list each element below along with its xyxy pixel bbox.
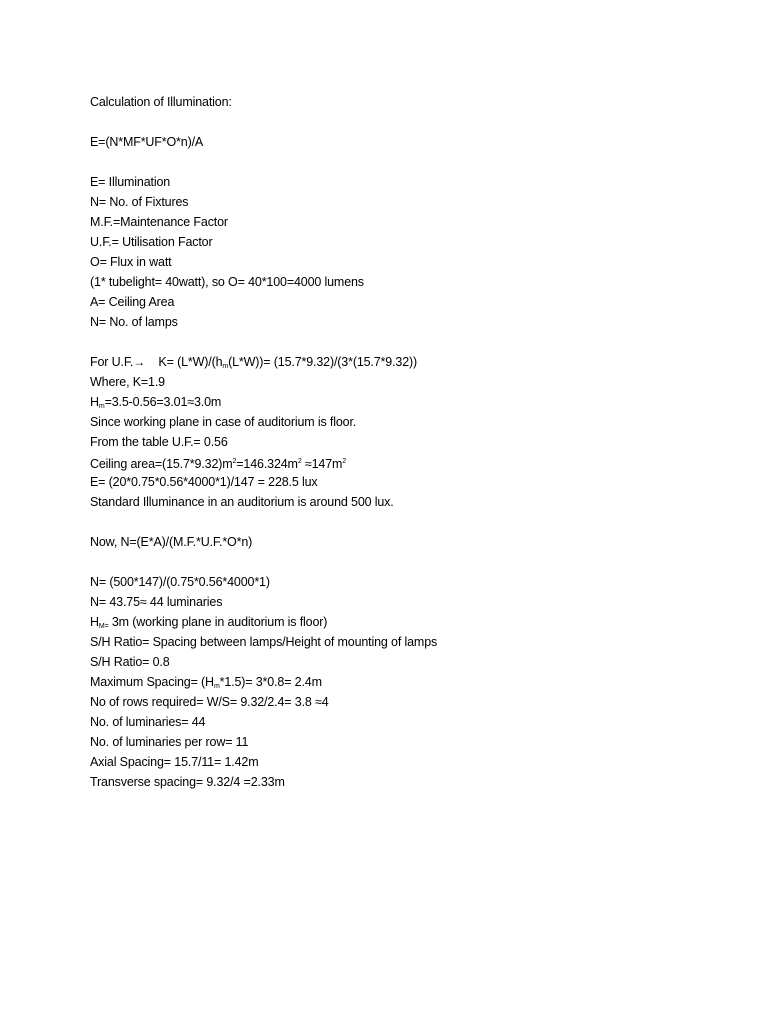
hm2-line: $H_{M=}$ 3m (working plane in auditorium is floor) [90, 615, 328, 630]
e-calc-line: E= (20*0.75*0.56*4000*1)/147 = 228.5 lux [90, 475, 318, 489]
document-title: Calculation of Illumination: [90, 95, 232, 109]
hm-subscript: m [98, 403, 105, 410]
k-formula-a: K= (L*W)/(h [158, 355, 223, 369]
k-formula-subscript: m [222, 363, 229, 370]
n-result-line: N= 43.75≈ 44 luminaries [90, 595, 223, 609]
definition-line: N= No. of Fixtures [90, 195, 189, 209]
standard-illuminance-line: Standard Illuminance in an auditorium is around 500 lux. [90, 495, 394, 509]
definition-line: O= Flux in watt [90, 255, 172, 269]
main-formula: E=(N*MF*UF*O*n)/A [90, 135, 204, 149]
working-plane-line: Since working plane in case of auditorium is floor. [90, 415, 357, 429]
uf-table-line: From the table U.F.= 0.56 [90, 435, 228, 449]
transverse-spacing-line: Transverse spacing= 9.32/4 =2.33m [90, 775, 285, 789]
definition-line: A= Ceiling Area [90, 295, 175, 309]
ceiling-sup: 2 [232, 458, 237, 465]
arrow-right-icon: → [133, 355, 146, 369]
definition-line: (1* tubelight= 40watt), so O= 40*100=4000 lumens [90, 275, 364, 289]
definition-line: N= No. of lamps [90, 315, 178, 329]
hm2-subscript: M= [98, 623, 109, 630]
n-calc-line: N= (500*147)/(0.75*0.56*4000*1) [90, 575, 270, 589]
hm-line: $H_m=3.5-0.56=3.01\approx 3.0m$ [90, 395, 222, 410]
k-formula-b: (L*W))= (15.7*9.32)/(3*(15.7*9.32)) [228, 355, 418, 369]
luminaries-count-line: No. of luminaries= 44 [90, 715, 206, 729]
rows-required-line: No of rows required= W/S= 9.32/2.4= 3.8 ≈4 [90, 695, 329, 709]
definition-line: E= Illumination [90, 175, 171, 189]
ceiling-sup: 2 [297, 458, 302, 465]
ceiling-area-line: Ceiling $area=(15.7*9.32)m^2=146.324m^2 \approx 147m^2$ [90, 457, 347, 471]
luminaries-per-row-line: No. of luminaries per row= 11 [90, 735, 249, 749]
max-spacing-subscript: m [213, 683, 220, 690]
sh-definition-line: S/H Ratio= Spacing between lamps/Height of mounting of lamps [90, 635, 438, 649]
definition-line: U.F.= Utilisation Factor [90, 235, 213, 249]
uf-prefix: For U.F. [90, 355, 134, 369]
document-body [90, 92, 730, 792]
max-spacing-line: Maximum Spacing= $(H_m*1.5)= 3*0.8= 2.4m$ [90, 675, 322, 690]
sh-value-line: S/H Ratio= 0.8 [90, 655, 170, 669]
definition-line: M.F.=Maintenance Factor [90, 215, 228, 229]
now-n-formula-line: Now, N=(E*A)/(M.F.*U.F.*O*n) [90, 535, 253, 549]
where-k-line: Where, K=1.9 [90, 375, 165, 389]
axial-spacing-line: Axial Spacing= 15.7/11= 1.42m [90, 755, 259, 769]
uf-formula-line [90, 352, 730, 372]
ceiling-sup: 2 [342, 458, 347, 465]
